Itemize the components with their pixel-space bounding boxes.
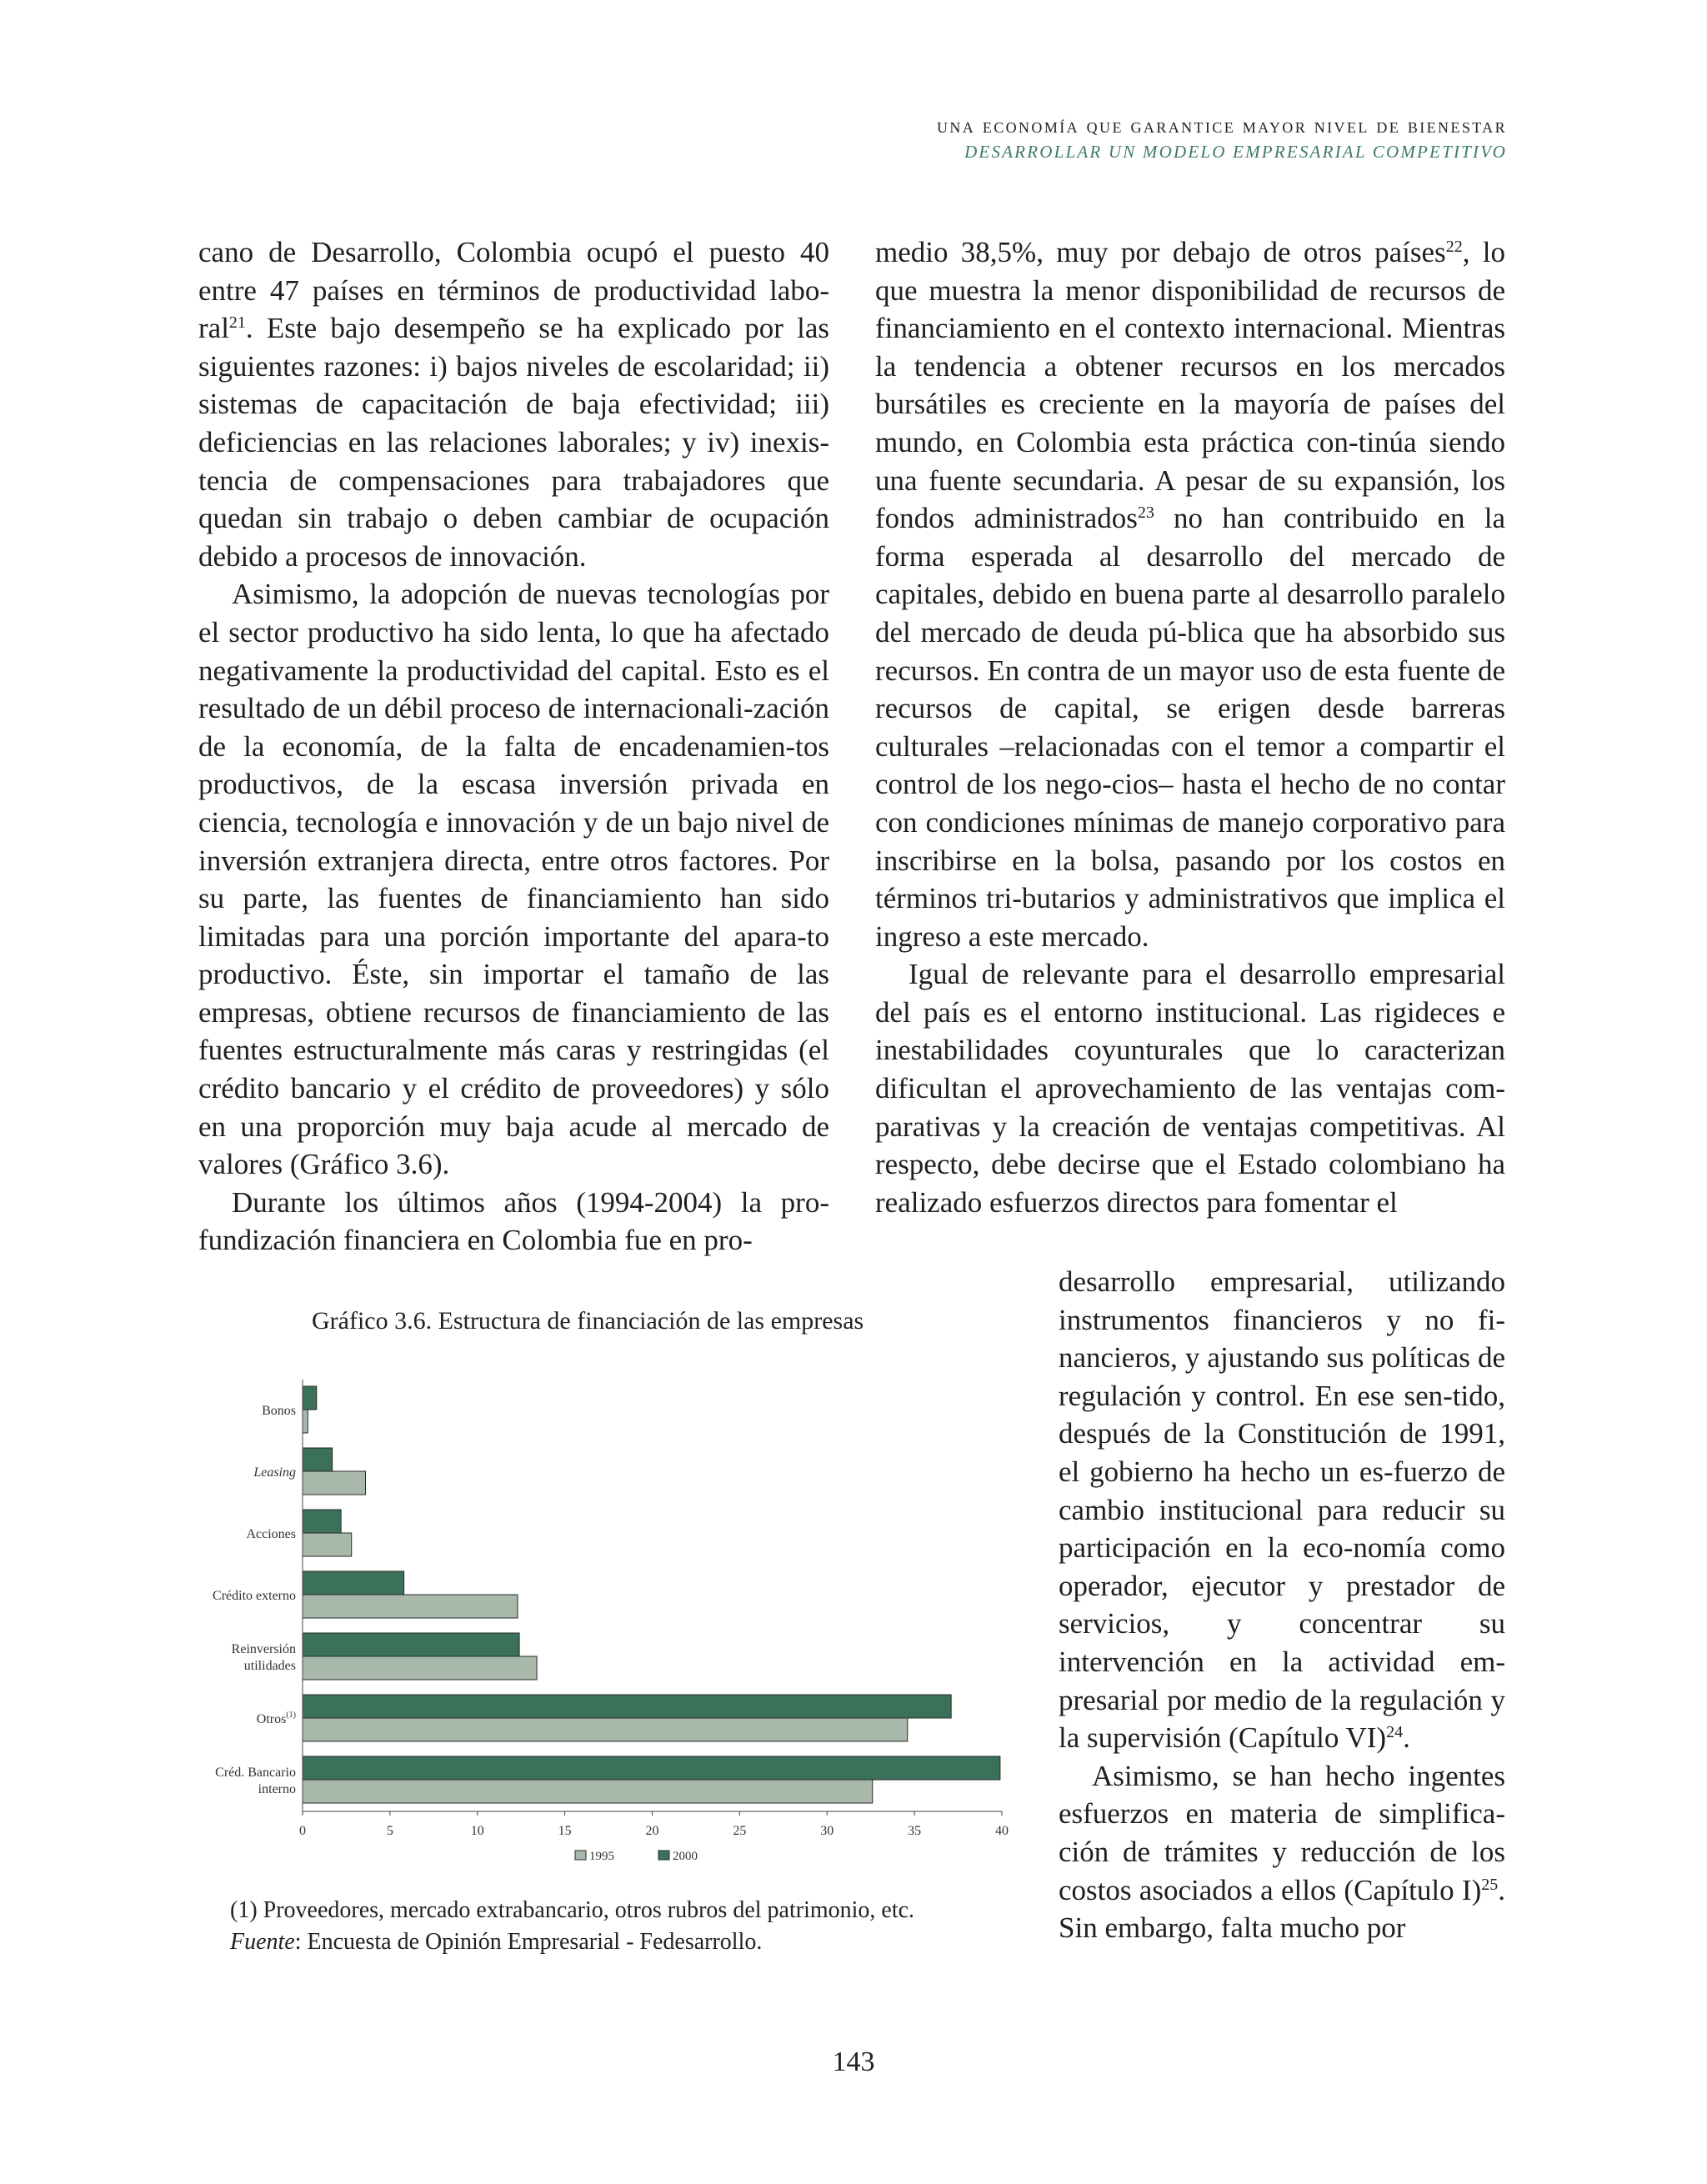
category-label-6-1: interno	[258, 1782, 296, 1796]
bar-1995-3	[303, 1595, 518, 1618]
left-paragraph-1: cano de Desarrollo, Colombia ocupó el puesto 40 entre 47 países en términos de productividad labo-ral$^{21}$. Este bajo desempeño se ha explicado por las siguientes razones: i) bajos niveles de escolaridad; ii) sistemas de capacitación de baja efectividad; iii) deficiencias en las relaciones laborales; y iv) inexis-tencia de compensaciones para trabajadores que quedan sin trabajo o deben cambiar de ocupación debido a procesos de innovación.	[198, 236, 829, 573]
bar-1995-2	[303, 1533, 352, 1556]
bar-1995-6	[303, 1780, 873, 1803]
right-paragraph-2-start: Igual de relevante para el desarrollo empresarial del país es el entorno institucional. Las rigideces e inestabilidades coyunturales que lo caracterizan dificultan el aprovechamiento de las ventajas com-parativas y la creación de ventajas competitivas. Al respecto, debe decirse que el Estado colombiano ha realizado esfuerzos directos para fomentar el	[875, 958, 1505, 1219]
category-label-6-0: Créd. Bancario	[215, 1766, 296, 1780]
page-number: 143	[832, 2046, 875, 2077]
left-paragraph-3: Durante los últimos años (1994-2004) la pro-fundización financiera en Colombia fue en pro-	[198, 1185, 829, 1257]
footnote-ref-22: 22	[1445, 238, 1463, 256]
right-paragraph-3: Asimismo, se han hecho ingentes esfuerzos en materia de simplifica-ción de trámites y reducción de los costos asociados a ellos (Capítulo I)$^{25}$. Sin embargo, falta mucho por	[1059, 1759, 1505, 1945]
left-paragraph-2: Asimismo, la adopción de nuevas tecnologías por el sector productivo ha sido lenta, lo que ha afectado negativamente la productividad del capital. Esto es el resultado de un débil proceso de internacionali-zación de la economía, de la falta de encadenamien-tos productivos, de la escasa inversión privada en ciencia, tecnología e innovación y de un bajo nivel de inversión extranjera directa, entre otros factores. Por su parte, las fuentes de financiamiento han sido limitadas para una porción importante del apara-to productivo. Éste, sin importar el tamaño de las empresas, obtiene recursos de financiamiento de las fuentes estructuralmente más caras y restringidas (el crédito bancario y el crédito de proveedores) y sólo en una proporción muy baja acude al mercado de valores (Gráfico 3.6).	[198, 578, 829, 1181]
footnote-ref-21: 21	[228, 313, 246, 333]
x-tick-label-7: 35	[908, 1824, 922, 1838]
running-header	[937, 115, 1507, 163]
legend-swatch-2000	[658, 1851, 669, 1860]
chart-title: Gráfico 3.6. Estructura de financiación de las empresas	[312, 1307, 864, 1335]
right-column-narrow	[1059, 1263, 1505, 1947]
footnote-ref-24: 24	[1386, 1723, 1404, 1742]
bar-2000-4	[303, 1633, 519, 1656]
bar-1995-0	[303, 1410, 308, 1433]
x-tick-label-3: 15	[558, 1824, 572, 1838]
category-label-0: Bonos	[262, 1404, 296, 1418]
running-header-subtitle: DESARROLLAR UN MODELO EMPRESARIAL COMPETITIVO	[964, 142, 1507, 162]
legend-label-2000: 2000	[673, 1850, 698, 1863]
right-paragraph-1: medio 38,5%, muy por debajo de otros países$^{22}$, lo que muestra la menor disponibilidad de recursos de financiamiento en el contexto internacional. Mientras la tendencia a obtener recursos en los mercados bursátiles es creciente en la mayoría de países del mundo, en Colombia esta práctica con-tinúa siendo una fuente secundaria. A pesar de su expansión, los fondos administrados$^{23}$ no han contribuido en la forma esperada al desarrollo del mercado de capitales, debido en buena parte al desarrollo paralelo del mercado de deuda pú-blica que ha absorbido sus recursos. En contra de un mayor uso de esta fuente de recursos de capital, se erigen desde barreras culturales –relacionadas con el temor a compartir el control de los nego-cios– hasta el hecho de no contar con condiciones mínimas de manejo corporativo para inscribirse en la bolsa, pasando por los costos en términos tri-butarios y administrativos que implica el ingreso a este mercado.	[875, 236, 1505, 953]
bar-1995-4	[303, 1656, 537, 1680]
chart-footnote: (1) Proveedores, mercado extrabancario, otros rubros del patrimonio, etc.	[230, 1897, 915, 1923]
category-label-1: Leasing	[253, 1465, 296, 1480]
bar-2000-1	[303, 1448, 333, 1471]
chart-source: Fuente: Encuesta de Opinión Empresarial - Fedesarrollo.	[230, 1929, 763, 1955]
category-label-5: Otros$^{(1)}$	[256, 1711, 296, 1726]
bar-2000-5	[303, 1695, 951, 1718]
bar-2000-0	[303, 1386, 317, 1410]
bar-2000-2	[303, 1510, 341, 1533]
category-label-4-1: utilidades	[243, 1659, 296, 1673]
right-paragraph-2-cont: desarrollo empresarial, utilizando instrumentos financieros y no fi-nancieros, y ajustando sus políticas de regulación y control. En ese sen-tido, después de la Constitución de 1991, el gobierno ha hecho un es-fuerzo de cambio institucional para reducir su participación en la eco-nomía como operador, ejecutor y prestador de servicios, y concentrar su intervención en la actividad em-presarial por medio de la regulación y la supervisión (Capítulo VI)$^{24}$.	[1059, 1265, 1505, 1755]
legend-label-1995: 1995	[589, 1850, 614, 1863]
left-column	[198, 233, 829, 1260]
x-tick-label-8: 40	[995, 1824, 1009, 1838]
financing-structure-chart	[192, 1367, 1025, 1884]
bar-1995-5	[303, 1718, 908, 1741]
bar-2000-3	[303, 1571, 404, 1595]
right-column-top	[875, 233, 1505, 1221]
legend-swatch-1995	[575, 1851, 586, 1860]
x-tick-label-2: 10	[470, 1824, 484, 1838]
x-tick-label-0: 0	[299, 1824, 306, 1838]
x-tick-label-6: 30	[820, 1824, 834, 1838]
otros-footnote-mark: (1)	[286, 1711, 296, 1720]
category-label-2: Acciones	[246, 1527, 296, 1541]
category-label-4-0: Reinversión	[231, 1642, 296, 1656]
footnote-ref-25: 25	[1481, 1875, 1499, 1894]
x-tick-label-5: 25	[733, 1824, 747, 1838]
category-label-3: Crédito externo	[213, 1589, 296, 1603]
running-header-title: una economía que garantice mayor nivel de bienestar	[936, 115, 1507, 138]
bar-1995-1	[303, 1471, 366, 1495]
x-tick-label-4: 20	[645, 1824, 659, 1838]
x-tick-label-1: 5	[386, 1824, 393, 1838]
footnote-ref-23: 23	[1137, 503, 1154, 523]
chart-notes	[230, 1895, 914, 1958]
bar-2000-6	[303, 1756, 1000, 1780]
